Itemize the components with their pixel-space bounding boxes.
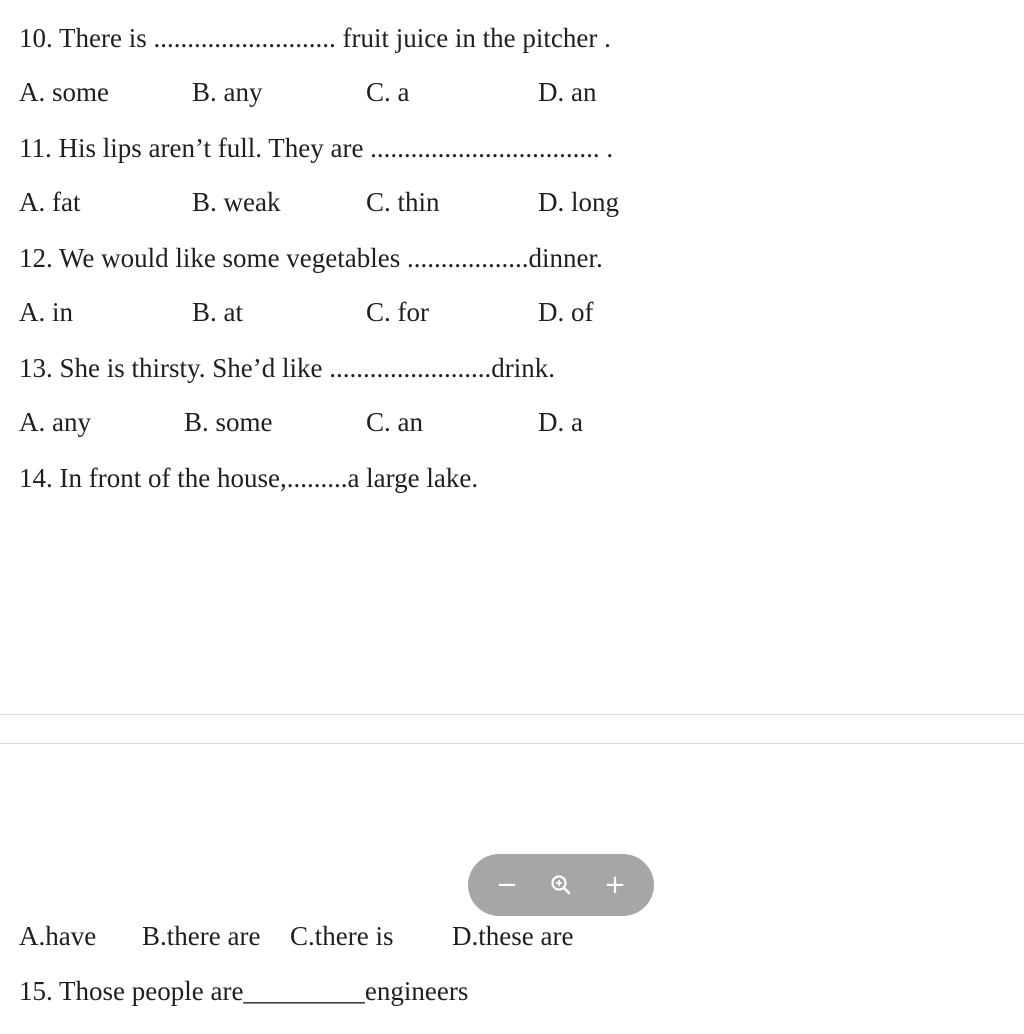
question-12-option-c: C. for bbox=[366, 297, 429, 327]
page-divider-bottom bbox=[0, 743, 1024, 744]
question-10-option-d: D. an bbox=[538, 77, 597, 107]
question-10-option-a: A. some bbox=[19, 77, 109, 107]
zoom-out-button[interactable] bbox=[487, 865, 527, 905]
question-11-option-d: D. long bbox=[538, 187, 619, 217]
magnifier-icon bbox=[549, 873, 573, 897]
question-12-stem: 12. We would like some vegetables ..................dinner. bbox=[19, 243, 603, 273]
zoom-out-label: − bbox=[496, 870, 518, 900]
zoom-controls bbox=[468, 854, 654, 916]
question-13-option-c: C. an bbox=[366, 407, 423, 437]
question-13-option-d: D. a bbox=[538, 407, 583, 437]
question-13-option-a: A. any bbox=[19, 407, 91, 437]
question-11-option-a: A. fat bbox=[19, 187, 81, 217]
question-11-option-b: B. weak bbox=[192, 187, 281, 217]
page-divider-top bbox=[0, 714, 1024, 715]
question-15-stem: 15. Those people are_________engineers bbox=[19, 976, 469, 1006]
question-10-option-c: C. a bbox=[366, 77, 410, 107]
question-14-option-c: C.there is bbox=[290, 921, 394, 951]
question-12-option-d: D. of bbox=[538, 297, 594, 327]
question-13-option-b: B. some bbox=[184, 407, 273, 437]
zoom-in-label: + bbox=[604, 870, 626, 900]
question-11-stem: 11. His lips aren’t full. They are .................................. . bbox=[19, 133, 614, 163]
question-14-option-a: A.have bbox=[19, 921, 97, 951]
question-10-stem: 10. There is ........................... fruit juice in the pitcher . bbox=[19, 23, 611, 53]
zoom-in-button[interactable] bbox=[595, 865, 635, 905]
question-14-stem: 14. In front of the house,.........a large lake. bbox=[19, 463, 479, 493]
question-10-option-b: B. any bbox=[192, 77, 263, 107]
question-14-option-d: D.these are bbox=[452, 921, 574, 951]
question-14-option-b: B.there are bbox=[142, 921, 261, 951]
question-13-stem: 13. She is thirsty. She’d like ........................drink. bbox=[19, 353, 555, 383]
question-12-option-a: A. in bbox=[19, 297, 73, 327]
question-12-option-b: B. at bbox=[192, 297, 243, 327]
question-11-option-c: C. thin bbox=[366, 187, 440, 217]
zoom-reset-button[interactable] bbox=[541, 865, 581, 905]
